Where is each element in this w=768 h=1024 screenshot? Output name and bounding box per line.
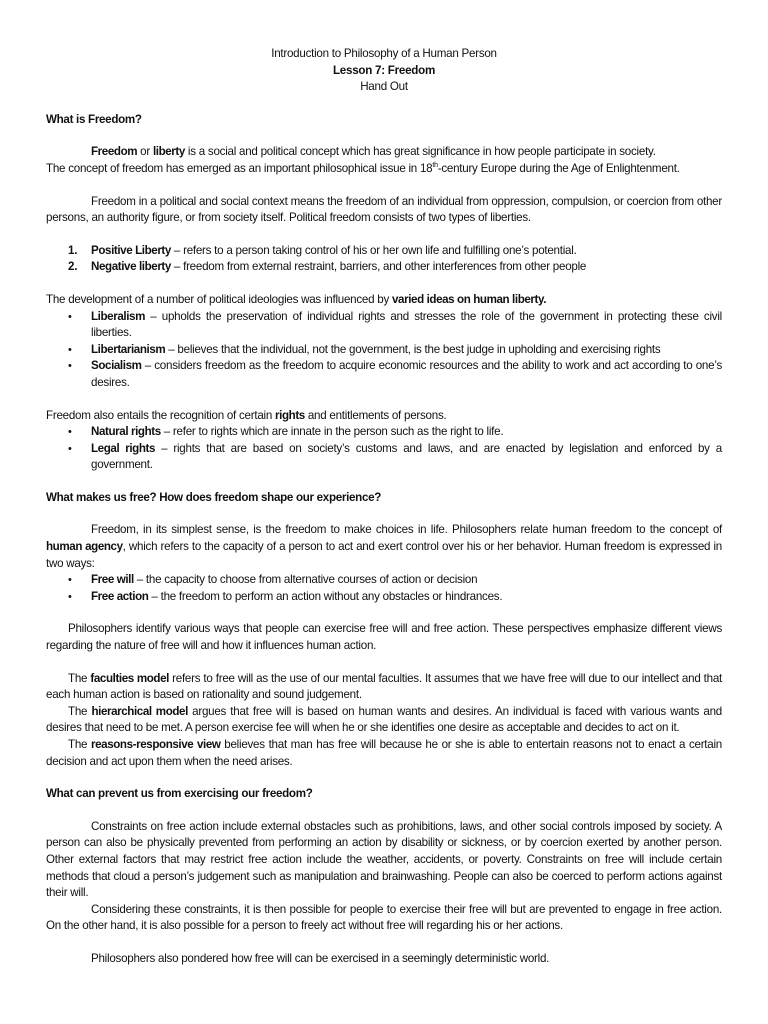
list-item: • Free action – the freedom to perform an action without any obstacles or hindrances. bbox=[46, 589, 722, 606]
handout-label: Hand Out bbox=[360, 80, 408, 94]
bullet-icon: • bbox=[68, 343, 72, 356]
term-liberty: liberty bbox=[152, 145, 185, 159]
constraints-paragraph: Constraints on free action include external obstacles such as prohibitions, laws, and other social controls imposed by society. A person can also be physically prevented from performing an action by disability or sickness, or by coercion exerted by another person. Other external factors that may restrict free action include the weather, accidents, or poverty. Constraints on free will include certain methods that cloud a person’s judgement such as manipulation and brainwashing. People can also be coerced to perform actions against their will. bbox=[46, 819, 722, 900]
bullet-icon: • bbox=[68, 426, 72, 439]
political-freedom-paragraph: Freedom in a political and social context means the freedom of an individual from oppression, compulsion, or coercion from other persons, an authority figure, or from society itself. Political freedom consists of two types of liberties. bbox=[46, 194, 722, 225]
heading-what-makes-us-free: What makes us free? How does freedom shape our experience? bbox=[46, 490, 382, 504]
heading-what-prevents-freedom: What can prevent us from exercising our freedom? bbox=[46, 787, 313, 801]
heading-what-is-freedom: What is Freedom? bbox=[46, 112, 142, 126]
rights-intro: Freedom also entails the recognition of certain rights and entitlements of persons. bbox=[46, 408, 447, 422]
freedom-ways-list bbox=[46, 572, 722, 605]
deterministic-world-paragraph: Philosophers also pondered how free will can be exercised in a seemingly deterministic world. bbox=[91, 951, 550, 965]
bullet-icon: • bbox=[68, 574, 72, 587]
bullet-icon: • bbox=[68, 360, 72, 373]
reasons-responsive-paragraph: The reasons-responsive view believes that man has free will because he or she is able to entertain reasons not to enact a certain decision and act upon them when the need arises. bbox=[46, 738, 722, 768]
human-agency-paragraph: Freedom, in its simplest sense, is the freedom to make choices in life. Philosophers relate human freedom to the concept of human agency, which refers to the capacity of a person to act and exert control over his or her behavior. Human freedom is expressed in two ways: bbox=[46, 523, 722, 570]
faculties-model-paragraph: The faculties model refers to free will as the use of our mental faculties. It assumes that we have free will due to our intellect and that each human action is based on rationality and sound judgement. bbox=[46, 671, 723, 702]
list-item: • Libertarianism – believes that the individual, not the government, is the best judge in upholding and exercising rights bbox=[46, 342, 722, 359]
list-item: • Liberalism – upholds the preservation of individual rights and stresses the role of the government in protecting these civil liberties. bbox=[68, 309, 722, 340]
bullet-icon: • bbox=[68, 310, 72, 323]
ideologies-list bbox=[46, 309, 722, 392]
list-item: • Natural rights – refer to rights which are innate in the person such as the right to life. bbox=[46, 424, 722, 441]
rights-list bbox=[46, 424, 722, 474]
document-header bbox=[46, 46, 722, 96]
freedom-definition: Freedom or liberty is a social and political concept which has great significance in how people participate in society. bbox=[91, 145, 656, 159]
list-item: • Legal rights – rights that are based on society’s customs and laws, and are enacted by legislation and enforced by a government. bbox=[68, 441, 722, 472]
freedom-history: The concept of freedom has emerged as an important philosophical issue in 18th-century Europe during the Age of Enlightenment. bbox=[46, 161, 680, 175]
lesson-title: Lesson 7: Freedom bbox=[332, 63, 436, 77]
hierarchical-model-paragraph: The hierarchical model argues that free will is based on human wants and desires. An individual is faced with various wants and desires that need to be met. A person exercise fee will when he or she identifies one desire as acceptable and decides to act on it. bbox=[46, 704, 722, 735]
list-item: • Free will – the capacity to choose from alternative courses of action or decision bbox=[46, 572, 722, 589]
list-item: 2. Negative liberty – freedom from external restraint, barriers, and other interferences from other people bbox=[68, 260, 587, 274]
bullet-icon: • bbox=[68, 442, 72, 455]
considering-constraints-paragraph: Considering these constraints, it is then possible for people to exercise their free will but are prevented to engage in free action. On the other hand, it is also possible for a person to freely act without free will regarding his or her actions. bbox=[46, 902, 722, 933]
perspectives-paragraph: Philosophers identify various ways that people can exercise free will and free action. These perspectives emphasize different views regarding the nature of free will and how it influences human action. bbox=[46, 622, 722, 653]
term-freedom: Freedom bbox=[91, 145, 138, 159]
liberties-list bbox=[46, 243, 722, 276]
ideologies-intro: The development of a number of political ideologies was influenced by varied ideas on human liberty. bbox=[46, 292, 547, 306]
list-item: 1. Positive Liberty – refers to a person taking control of his or her own life and fulfilling one’s potential. bbox=[68, 243, 577, 257]
bullet-icon: • bbox=[68, 590, 72, 603]
course-title: Introduction to Philosophy of a Human Person bbox=[271, 47, 497, 60]
list-item: • Socialism – considers freedom as the freedom to acquire economic resources and the ability to work and act according to one’s desires. bbox=[68, 359, 722, 389]
